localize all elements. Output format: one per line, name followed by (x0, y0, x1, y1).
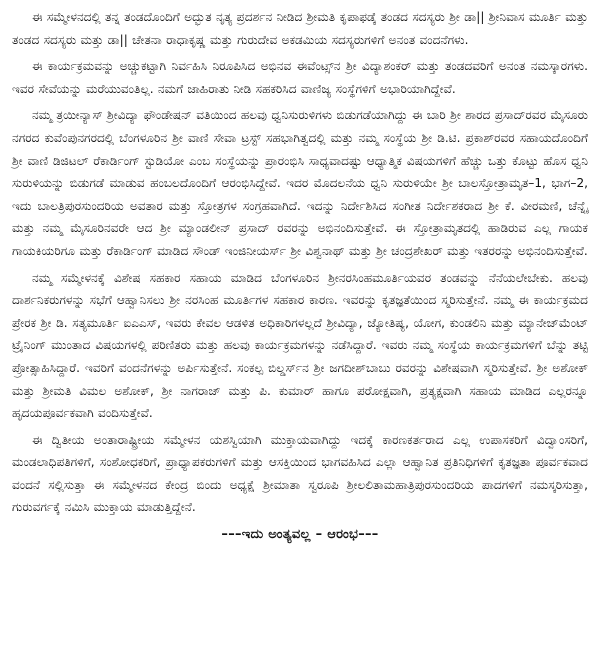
closing-line: –––ಇದು ಅಂತ್ಯವಲ್ಲ – ಆರಂಭ––– (221, 527, 379, 543)
paragraph-special-support: ನಮ್ಮ ಸಮ್ಮೇಳನಕ್ಕೆ ವಿಶೇಷ ಸಹಕಾರ ಸಹಾಯ ಮಾಡಿದ ಬೆಂಗಳೂರಿನ ಶ್ರೀನರಸಿಂಹಮೂರ್ತಿಯವರ ತಂಡವನ್ನು ನೆನೆಯಲೇಬೇಕು. ಹಲವು ದಾರ್ಶನಿಕರುಗಳನ್ನು ಸಭೆಗೆ ಆಹ್ವಾನಿಸಲು ಶ್ರೀ ನರಸಿಂಹ ಮೂರ್ತಿಗಳ ಸಹಕಾರ ಕಾರಣ. ಇವರನ್ನು ಕೃತಜ್ಞತೆಯಿಂದ ಸ್ಮರಿಸುತ್ತೇನೆ. ನಮ್ಮ ಈ ಕಾರ್ಯಕ್ರಮದ ಪ್ರೇರಕ ಶ್ರೀ ಡಿ. ಸತ್ಯಮೂರ್ತಿ ಐಎಎಸ್, ಇವರು ಕೇವಲ ಆಡಳಿತ ಅಧಿಕಾರಿಗಳಲ್ಲದೆ ಶ್ರೀವಿದ್ಯಾ, ಜ್ಯೋತಿಷ್ಯ, ಯೋಗ, ಕುಂಡಲಿನಿ ಮತ್ತು ಮ್ಯಾನೇಜ್‌ಮೆಂಟ್ ಟ್ರೈನಿಂಗ್ ಮುಂತಾದ ವಿಷಯಗಳಲ್ಲಿ ಪರಿಣಿತರು ಮತ್ತು ಹಲವು ಕಾರ್ಯಕ್ರಮಗಳನ್ನು ನಡೆಸಿದ್ದಾರೆ. ಇವರು ನಮ್ಮ ಸಂಸ್ಥೆಯ ಕಾರ್ಯಕ್ರಮಗಳಿಗೆ ಬೆನ್ನು ತಟ್ಟಿ ಪ್ರೋತ್ಸಾಹಿಸಿದ್ದಾರೆ. ಇವರಿಗೆ ವಂದನೆಗಳನ್ನು ಅರ್ಪಿಸುತ್ತೇನೆ. ಸಂಕಲ್ಪ ಬಿಲ್ಡರ್ಸ್‌ನ ಶ್ರೀ ಜಗದೀಶ್‌ಬಾಬು ರವರನ್ನು ವಿಶೇಷವಾಗಿ ಸ್ಮರಿಸುತ್ತೇವೆ. ಶ್ರೀ ಅಶೋಕ್ ಮತ್ತು ಶ್ರೀಮತಿ ವಿಮಲ ಅಶೋಕ್, ಶ್ರೀ ನಾಗರಾಜ್ ಮತ್ತು ಪಿ. ಕುಮಾರ್ ಹಾಗೂ ಪರೋಕ್ಷವಾಗಿ, ಪ್ರತ್ಯಕ್ಷವಾಗಿ ಸಹಾಯ ಮಾಡಿದ ಎಲ್ಲರನ್ನೂ ಹೃದಯಪೂರ್ವಕವಾಗಿ ವಂದಿಸುತ್ತೇವೆ. (12, 270, 588, 421)
paragraph-conclusion: ಈ ದ್ವಿತೀಯ ಅಂತಾರಾಷ್ಟ್ರೀಯ ಸಮ್ಮೇಳನ ಯಶಸ್ವಿಯಾಗಿ ಮುಕ್ತಾಯವಾಗಿದ್ದು ಇದಕ್ಕೆ ಕಾರಣಕರ್ತರಾದ ಎಲ್ಲ ಉಪಾಸಕರಿಗೆ ವಿದ್ವಾಂಸರಿಗೆ, ಮಂಡಲಾಧಿಪತಿಗಳಿಗೆ, ಸಂಶೋಧಕರಿಗೆ, ಪ್ರಾಧ್ಯಾಪಕರುಗಳಿಗೆ ಮತ್ತು ಆಸಕ್ತಿಯಿಂದ ಭಾಗವಹಿಸಿದ ಎಲ್ಲಾ ಆಹ್ವಾನಿತ ಪ್ರತಿನಿಧಿಗಳಿಗೆ ಕೃತಜ್ಞತಾ ಪೂರ್ವಕವಾದ ವಂದನೆ ಸಲ್ಲಿಸುತ್ತಾ ಈ ಸಮ್ಮೇಳನದ ಕೇಂದ್ರ ಬಿಂದು ಅಧ್ಯಕ್ಷೆ ಶ್ರೀಮಾತಾ ಸ್ವರೂಪಿ ಶ್ರೀಲಲಿತಾಮಹಾತ್ರಿಪುರಸುಂದರಿಯ ಪಾದಗಳಿಗೆ ನಮಸ್ಕರಿಸುತ್ತಾ, ಗುರುವರ್ಗಕ್ಕೆ ನಮಿಸಿ ಮುಕ್ತಾಯ ಮಾಡುತ್ತಿದ್ದೇನೆ. (12, 432, 588, 515)
paragraph-thanks-event-organizers: ಈ ಕಾರ್ಯಕ್ರಮವನ್ನು ಅಚ್ಚುಕಟ್ಟಾಗಿ ನಿರ್ವಹಿಸಿ ನಿರೂಪಿಸಿದ ಅಭಿನವ ಈವೆಂಟ್ಸ್‌ನ ಶ್ರೀ ವಿದ್ಯಾಶಂಕರ್ ಮತ್ತು ತಂಡದವರಿಗೆ ಅನಂತ ನಮಸ್ಕಾರಗಳು. ಇವರ ಸೇವೆಯನ್ನು ಮರೆಯುವಂತಿಲ್ಲ. ನಮಗೆ ಜಾಹಿರಾತು ನೀಡಿ ಸಹಕರಿಸಿದ ವಾಣಿಜ್ಯ ಸಂಸ್ಥೆಗಳಿಗೆ ಅಭಾರಿಯಾಗಿದ್ದೇವೆ. (12, 59, 588, 96)
paragraph-thanks-dance-troupe: ಈ ಸಮ್ಮೇಳನದಲ್ಲಿ ತನ್ನ ತಂಡದೊಂದಿಗೆ ಅದ್ಭುತ ನೃತ್ಯ ಪ್ರದರ್ಶನ ನೀಡಿದ ಶ್ರೀಮತಿ ಕೃಪಾಫಡ್ಕೆ ತಂಡದ ಸದಸ್ಯರು ಶ್ರೀ ಡಾ|| ಶ್ರೀನಿವಾಸ ಮೂರ್ತಿ ಮತ್ತು ತಂಡದ ಸದಸ್ಯರು ಮತ್ತು ಡಾ|| ಚೇತನಾ ರಾಧಾಕೃಷ್ಣ ಮತ್ತು ಗುರುದೇವ ಅಕಡಮಿಯ ಸದಸ್ಯರುಗಳಿಗೆ ಅನಂತ ವಂದನೆಗಳು. (12, 10, 588, 47)
paragraph-audio-release: ನಮ್ಮ ತ್ರಯೀನ್ಯಾಸ್ ಶ್ರೀವಿದ್ಯಾ ಫೌಂಡೇಷನ್ ವತಿಯಿಂದ ಹಲವು ಧ್ವನಿಸುರುಳಿಗಳು ಬಿಡುಗಡೆಯಾಗಿದ್ದು ಈ ಬಾರಿ ಶ್ರೀ ಶಾರದ ಪ್ರಸಾದ್‌ರವರ ಮೈಸೂರು ನಗರದ ಕುವೆಂಪುನಗರದಲ್ಲಿ ಬೆಂಗಳೂರಿನ ಶ್ರೀ ವಾಣಿ ಸೇವಾ ಟ್ರಸ್ಟ್ ಸಹಭಾಗಿತ್ವದಲ್ಲಿ ಮತ್ತು ನಮ್ಮ ಸಂಸ್ಥೆಯ ಶ್ರೀ ಡಿ.ಟಿ. ಪ್ರಕಾಶ್‌ರವರ ಸಹಾಯದೊಂದಿಗೆ ಶ್ರೀ ವಾಣಿ ಡಿಜಿಟಲ್ ರೆಕಾರ್ಡಿಂಗ್ ಸ್ಟುಡಿಯೋ ಎಂಬ ಸಂಸ್ಥೆಯನ್ನು ಪ್ರಾರಂಭಿಸಿ ಸಾಧ್ಯವಾದಷ್ಟು ಆಧ್ಯಾತ್ಮಿಕ ವಿಷಯಗಳಿಗೆ ಹೆಚ್ಚು ಒತ್ತು ಕೊಟ್ಟು ಹೊಸ ಧ್ವನಿ ಸುರುಳಿಯನ್ನು ಬಿಡುಗಡೆ ಮಾಡುವ ಹಂಬಲದೊಂದಿಗೆ ಆರಂಭಿಸಿದ್ದೇವೆ. ಇದರ ಮೊದಲನೆಯ ಧ್ವನಿ ಸುರುಳಿಯೇ ಶ್ರೀ ಬಾಲಸ್ತೋತ್ರಾಮೃತ–1, ಭಾಗ–2, ಇದು ಬಾಲತ್ರಿಪುರಸುಂದರಿಯ ಅವತಾರ ಮತ್ತು ಸ್ತೋತ್ರಗಳ ಸಂಗ್ರಹವಾಗಿದೆ. ಇದನ್ನು ನಿರ್ದೇಶಿಸಿದ ಸಂಗೀತ ನಿರ್ದೇಶಕರಾದ ಶ್ರೀ ಕೆ. ವೀರಮಣಿ, ಚೆನ್ನೈ ಮತ್ತು ನಮ್ಮ ಮೈಸೂರಿನವರೇ ಆದ ಶ್ರೀ ಮ್ಯಾಂಡಲೀನ್ ಪ್ರಸಾದ್ ರವರನ್ನು ಅಭಿನಂದಿಸುತ್ತೇವೆ. ಈ ಸ್ತೋತ್ರಾಮೃತದಲ್ಲಿ ಹಾಡಿರುವ ಎಲ್ಲ ಗಾಯಕ ಗಾಯಕಿಯರಿಗೂ ಮತ್ತು ರೆಕಾರ್ಡಿಂಗ್ ಮಾಡಿದ ಸೌಂಡ್ ಇಂಜಿನೀಯರ್ಸ್ ಶ್ರೀ ವಿಶ್ವನಾಥ್ ಮತ್ತು ಶ್ರೀ ಚಂದ್ರಶೇಖರ್ ಮತ್ತು ಇತರರನ್ನು ಅಭಿನಂದಿಸುತ್ತೇವೆ. (12, 108, 588, 258)
